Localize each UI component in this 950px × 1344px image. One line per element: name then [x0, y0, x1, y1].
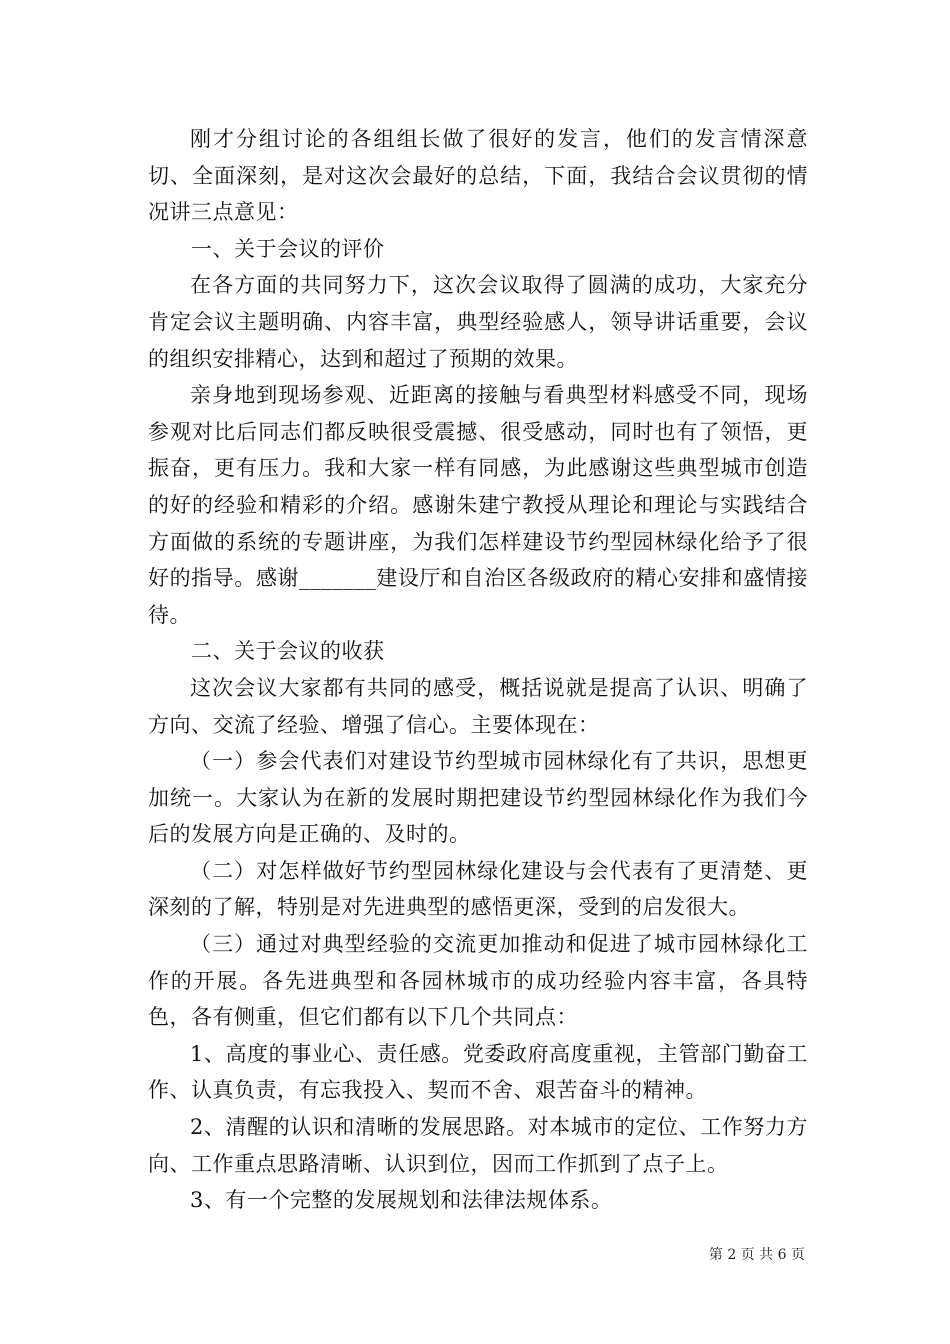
page-number-footer: 第 2 页 共 6 页	[708, 1247, 805, 1263]
paragraph-evaluation: 在各方面的共同努力下，这次会议取得了圆满的成功，大家充分肯定会议主题明确、内容丰富，典型经验感人，领导讲话重要，会议的组织安排精心，达到和超过了预期的效果。	[148, 273, 808, 371]
section-heading-evaluation: 一、关于会议的评价	[191, 236, 385, 261]
paragraph-intro: 刚才分组讨论的各组组长做了很好的发言，他们的发言情深意切、全面深刻，是对这次会最好的总结，下面，我结合会议贯彻的情况讲三点意见：	[148, 127, 808, 225]
paragraph-site-visit: 亲身地到现场参观、近距离的接触与看典型材料感受不同，现场参观对比后同志们都反映很受震撼、很受感动，同时也有了领悟，更振奋，更有压力。我和大家一样有同感，为此感谢这些典型城市创造的好的经验和精彩的介绍。感谢朱建宁教授从理论和理论与实践结合方面做的系统的专题讲座，为我们怎样建设节约型园林绿化给予了很好的指导。感谢_______建设厅和自治区各级政府的精心安排和盛情接待。	[148, 383, 808, 627]
paragraph-gain-3: （三）通过对典型经验的交流更加推动和促进了城市园林绿化工作的开展。各先进典型和各园林城市的成功经验内容丰富，各具特色，各有侧重，但它们都有以下几个共同点：	[148, 932, 808, 1030]
paragraph-common-point-2: 2、清醒的认识和清晰的发展思路。对本城市的定位、工作努力方向、工作重点思路清晰、认识到位，因而工作抓到了点子上。	[148, 1115, 808, 1176]
paragraph-common-point-3: 3、有一个完整的发展规划和法律法规体系。	[190, 1188, 613, 1213]
section-heading-gains: 二、关于会议的收获	[191, 639, 385, 664]
paragraph-gain-1: （一）参会代表们对建设节约型城市园林绿化有了共识，思想更加统一。大家认为在新的发展时期把建设节约型园林绿化作为我们今后的发展方向是正确的、及时的。	[148, 749, 808, 847]
paragraph-common-point-1: 1、高度的事业心、责任感。党委政府高度重视，主管部门勤奋工作、认真负责，有忘我投入、契而不舍、艰苦奋斗的精神。	[148, 1041, 808, 1103]
paragraph-gain-2: （二）对怎样做好节约型园林绿化建设与会代表有了更清楚、更深刻的了解，特别是对先进典型的感悟更深，受到的启发很大。	[148, 858, 808, 920]
paragraph-gains-summary: 这次会议大家都有共同的感受，概括说就是提高了认识、明确了方向、交流了经验、增强了信心。主要体现在：	[148, 675, 808, 737]
document-body	[148, 121, 808, 1219]
